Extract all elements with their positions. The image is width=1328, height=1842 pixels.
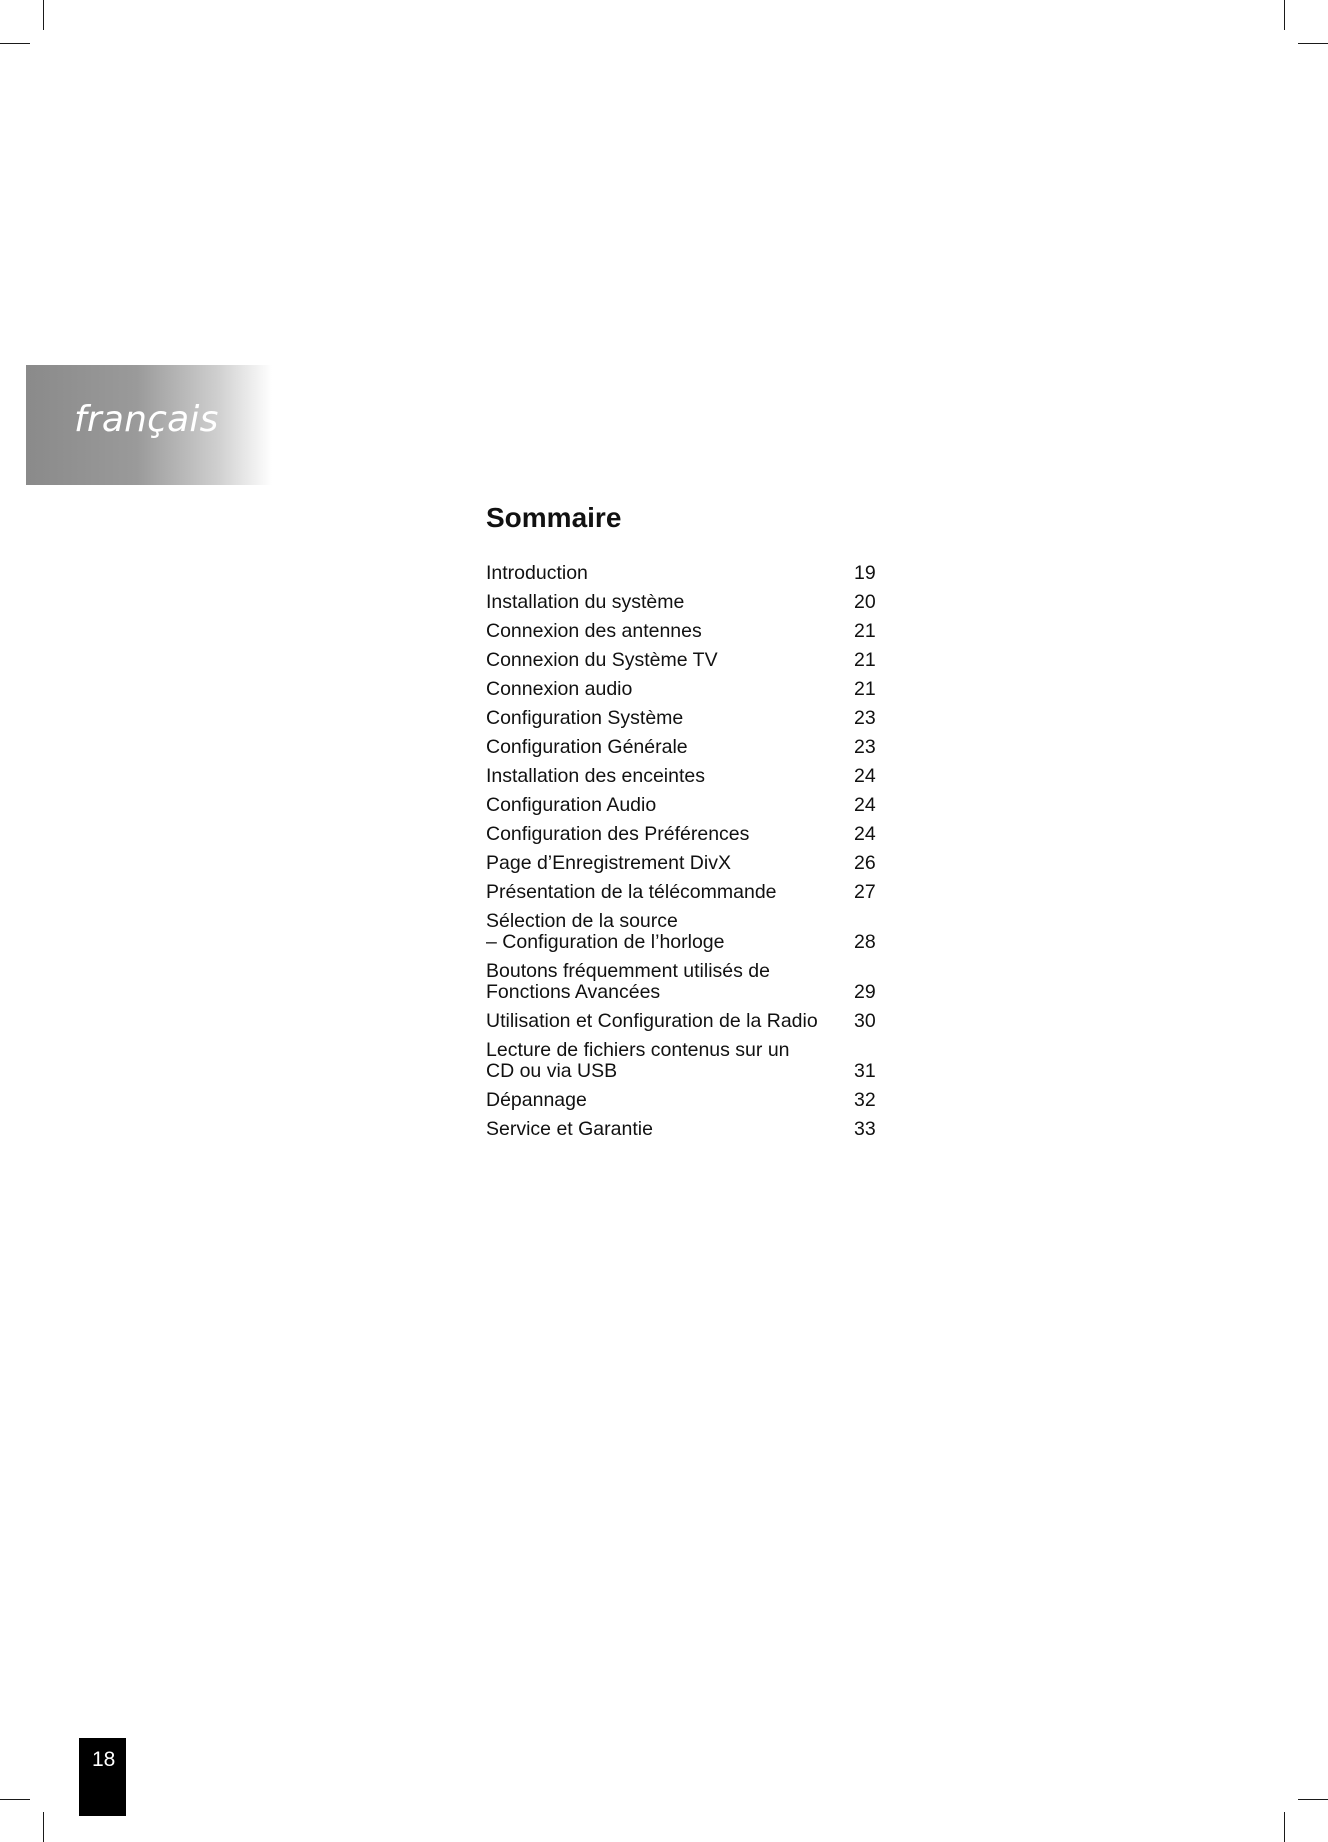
language-tab <box>26 365 272 485</box>
toc-entry-label: Dépannage <box>486 1089 587 1111</box>
toc-entry-label: Configuration des Préférences <box>486 823 750 845</box>
toc-entry-label: Configuration Système <box>486 707 684 729</box>
toc-title: Sommaire <box>486 502 622 533</box>
toc-entry-page: 27 <box>854 881 876 903</box>
toc-entry-page: 21 <box>854 620 876 642</box>
toc-entry <box>486 853 876 874</box>
toc-entry-page: 30 <box>854 1010 876 1032</box>
toc-entry-page: 23 <box>854 707 876 729</box>
toc-entry-label: Connexion audio <box>486 678 633 700</box>
toc-entry <box>486 1119 876 1140</box>
toc-entry-page: 31 <box>854 1060 876 1082</box>
page-number-box <box>79 1738 126 1816</box>
toc-entry <box>486 824 876 845</box>
toc-entry-label: Lecture de fichiers contenus sur un CD ou via USB <box>486 1039 790 1082</box>
toc-entry-page: 23 <box>854 736 876 758</box>
toc-entry-page: 21 <box>854 649 876 671</box>
toc-entry-label: Boutons fréquemment utilisés de Fonctions Avancées <box>486 960 770 1003</box>
toc-entry-label: Installation du système <box>486 591 685 613</box>
crop-mark <box>43 1812 44 1842</box>
toc-entry <box>486 621 876 642</box>
toc-entry <box>486 911 876 953</box>
crop-mark <box>1284 0 1285 30</box>
toc-entry <box>486 737 876 758</box>
crop-mark <box>1284 1812 1285 1842</box>
toc-entry <box>486 1011 876 1032</box>
toc-entry-page: 21 <box>854 678 876 700</box>
toc-entry <box>486 1040 876 1082</box>
toc-entry <box>486 708 876 729</box>
toc-entry-page: 33 <box>854 1118 876 1140</box>
toc-entry <box>486 795 876 816</box>
page-number: 18 <box>92 1748 116 1771</box>
toc-entry-label: Connexion du Système TV <box>486 649 718 671</box>
toc-entry-label: Configuration Audio <box>486 794 657 816</box>
toc-entry-label: Configuration Générale <box>486 736 688 758</box>
toc-entry <box>486 961 876 1003</box>
toc-entry-page: 20 <box>854 591 876 613</box>
crop-mark <box>1298 43 1328 44</box>
toc-entry <box>486 563 876 584</box>
toc-entry-label: Introduction <box>486 562 588 584</box>
toc-entry-page: 24 <box>854 823 876 845</box>
crop-mark <box>0 1799 30 1800</box>
toc-entry-label: Connexion des antennes <box>486 620 702 642</box>
toc-entry <box>486 650 876 671</box>
crop-mark <box>0 43 30 44</box>
toc-entry-page: 24 <box>854 765 876 787</box>
toc-entry <box>486 1090 876 1111</box>
toc-entry-label: Page d’Enregistrement DivX <box>486 852 731 874</box>
toc-entry <box>486 882 876 903</box>
crop-mark <box>1298 1799 1328 1800</box>
toc-entry-page: 32 <box>854 1089 876 1111</box>
toc-entry-page: 19 <box>854 562 876 584</box>
toc-entry-label: Sélection de la source – Configuration de l’horloge <box>486 910 725 953</box>
toc-entry-label: Service et Garantie <box>486 1118 653 1140</box>
toc-entry <box>486 679 876 700</box>
toc-entry <box>486 766 876 787</box>
table-of-contents <box>486 563 876 1148</box>
toc-entry-page: 29 <box>854 981 876 1003</box>
toc-entry-label: Installation des enceintes <box>486 765 705 787</box>
toc-entry <box>486 592 876 613</box>
language-label: français <box>74 399 219 440</box>
crop-mark <box>43 0 44 30</box>
toc-entry-label: Utilisation et Configuration de la Radio <box>486 1010 818 1032</box>
toc-entry-page: 24 <box>854 794 876 816</box>
toc-entry-label: Présentation de la télécommande <box>486 881 777 903</box>
toc-entry-page: 26 <box>854 852 876 874</box>
toc-entry-page: 28 <box>854 931 876 953</box>
